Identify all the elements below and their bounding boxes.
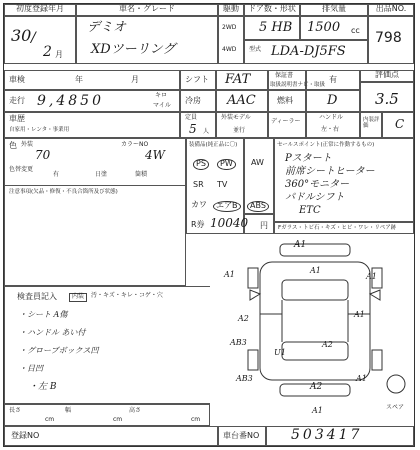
wheel-fl — [248, 268, 258, 288]
handle-label: ハンドル — [319, 114, 344, 121]
capacity-cell — [180, 112, 216, 138]
inspector-label: 検査員記入 — [17, 292, 57, 301]
car-name-cell — [76, 16, 218, 64]
color-changed-yes: 有 — [53, 171, 60, 178]
displacement-header — [300, 4, 368, 16]
sales-point-5: ETC — [299, 205, 321, 216]
displacement-cell — [300, 16, 368, 40]
inspector-line-4: ・目凹 — [19, 364, 43, 373]
damage-mark-door-left: A2 — [238, 314, 249, 323]
width-unit: cm — [113, 416, 123, 423]
first-reg-label: 初度登録年月 — [16, 4, 64, 13]
chassis-value-cell — [266, 426, 414, 446]
sales-point-2: 前席シートヒーター — [285, 166, 375, 177]
dealer-cell — [268, 112, 306, 138]
spare-tire-circle — [387, 375, 405, 393]
color-no-label: カラーNO — [121, 141, 149, 148]
score-label: 評価点 — [375, 70, 399, 79]
spare-label: スペア — [386, 404, 405, 411]
damage-mark-rear-bumper: A1 — [312, 406, 323, 415]
lot-cell — [368, 16, 414, 64]
capacity-value: 5 — [189, 122, 197, 136]
model-label: 型式 — [249, 46, 262, 53]
model-value: LDA-DJ5FS — [271, 44, 346, 59]
car-name-label: 車名・グレード — [119, 4, 175, 13]
reg-no-cell — [4, 426, 218, 446]
warranty-value-cell — [306, 70, 360, 90]
handle-sub: 左・右 — [321, 126, 340, 133]
auction-sheet — [3, 3, 415, 447]
inspector-line-3: ・グローブボックス凹 — [19, 346, 99, 355]
inspection-month-label: 月 — [131, 75, 139, 84]
dealer-label: ディーラー — [271, 118, 301, 125]
history-cell — [4, 112, 180, 138]
equip-pw: PW — [217, 159, 236, 170]
sales-point-3: 360°モニター — [285, 179, 350, 190]
fuel-value: D — [327, 93, 338, 108]
r-ticket-label: R券 — [191, 220, 205, 229]
damage-mark-fender-right: A1 — [366, 272, 377, 281]
sales-point-1: Pスタート — [285, 153, 332, 164]
lot-label: 出品NO. — [375, 4, 407, 13]
mirror-right — [370, 290, 380, 300]
damage-mark-fender-left: A1 — [224, 270, 235, 279]
shift-label: シフト — [185, 75, 209, 84]
color-changed-label: 色替変更 — [9, 166, 34, 173]
equip-leather: カワ — [191, 200, 207, 209]
sales-points-label: セールスポイント(正常に作動するもの) — [277, 142, 375, 148]
height-label: 高さ — [129, 407, 142, 414]
reg-no-label: 登録NO — [11, 431, 40, 440]
damage-mark-quarter-right: A1 — [356, 374, 367, 383]
imported-label: 外装モデル — [221, 114, 251, 121]
equip-ps: PS — [193, 159, 209, 170]
inspector-line-2: ・ハンドル あい付 — [19, 328, 86, 337]
mileage-value: 9,4850 — [37, 93, 104, 109]
notes-block — [4, 186, 186, 286]
lot-header — [368, 4, 414, 16]
inspector-block — [4, 286, 210, 404]
dimensions-row — [4, 404, 210, 426]
inspection-label: 車検 — [9, 75, 25, 84]
first-reg-month: 2 — [43, 44, 52, 60]
drive-cell — [218, 16, 244, 64]
first-reg-slash: / — [31, 30, 36, 46]
mileage-unit-mile: マイル — [153, 102, 171, 109]
first-reg-month-unit: 月 — [55, 50, 63, 59]
first-reg-cell — [4, 16, 76, 64]
inspection-cell — [4, 70, 180, 90]
car-name-header — [76, 4, 218, 16]
history-sub: 自家用・レンタ・事業用 — [9, 127, 70, 133]
glass-footer — [274, 222, 414, 234]
damage-mark-rear: A2 — [310, 382, 323, 392]
shift-label-cell — [180, 70, 216, 90]
warranty-label: 保証書 — [275, 72, 294, 79]
drive-label: 駆動 — [223, 4, 239, 13]
model-cell — [244, 40, 368, 64]
capacity-label: 定員 — [185, 114, 198, 121]
score-value: 3.5 — [375, 90, 399, 108]
interior-score-cell — [382, 112, 414, 138]
door-value: 5 HB — [259, 20, 293, 35]
shift-value-cell — [216, 70, 268, 90]
r-ticket-value: 10040 — [210, 216, 249, 230]
drive-header — [218, 4, 244, 16]
displacement-unit: cc — [351, 26, 360, 35]
car-name-value: デミオ — [87, 20, 127, 35]
mileage-cell — [4, 90, 180, 112]
fuel-value-cell — [306, 90, 360, 112]
height-unit: cm — [191, 416, 201, 423]
handle-cell — [306, 112, 360, 138]
warranty-label-cell — [268, 70, 326, 90]
damage-mark-quarter-left: AB3 — [236, 374, 253, 383]
width-label: 幅 — [65, 407, 72, 414]
interior-score-label: 内装評価 — [363, 117, 380, 130]
r-ticket-value-cell — [244, 214, 274, 234]
inspector-line-1: ・シート A傷 — [19, 310, 68, 319]
damage-mark-roof: A2 — [322, 340, 333, 349]
ac-label-cell — [180, 90, 216, 112]
length-unit: cm — [45, 416, 55, 423]
mirror-left — [250, 290, 260, 300]
capacity-unit: 人 — [203, 128, 210, 135]
drive-2wd: 2WD — [222, 24, 237, 31]
equipment-col2 — [244, 138, 274, 214]
equip-airbag: エアB — [213, 201, 241, 212]
damage-mark-hood: A1 — [310, 266, 321, 275]
glass-footer-text: Fガラス・トビ石・キズ・ヒビ・ワレ・リペア跡 — [278, 225, 397, 231]
score-cell — [360, 82, 414, 112]
color-outer-value: 70 — [35, 148, 51, 162]
r-ticket-unit: 円 — [260, 221, 268, 230]
damage-mark-body: U1 — [274, 348, 286, 357]
damage-mark-door-right: A1 — [354, 310, 365, 319]
door-cell — [244, 16, 300, 40]
door-header — [244, 4, 300, 16]
warranty-value: 有 — [329, 75, 337, 84]
length-label: 長さ — [9, 407, 22, 414]
wheel-rl — [248, 350, 258, 370]
warranty-sub: 取扱説明書ナビ・取扱 — [270, 82, 326, 88]
color-label: 色 — [9, 141, 17, 150]
color-outer-label: 外装 — [21, 141, 34, 148]
imported-cell — [216, 112, 268, 138]
inspector-interior-label: 内装 — [69, 293, 87, 302]
first-reg-header — [4, 4, 76, 16]
equip-sr: SR — [193, 180, 204, 189]
rear-window — [282, 342, 348, 360]
equip-tv: TV — [217, 180, 228, 189]
displacement-label: 排気量 — [322, 4, 346, 13]
drive-4wd: 4WD — [222, 46, 237, 53]
equip-aw: AW — [251, 158, 264, 167]
color-block — [4, 138, 186, 186]
history-label: 車歴 — [9, 114, 25, 123]
first-reg-year: 30 — [11, 26, 32, 45]
sales-point-4: パドルシフト — [285, 192, 345, 203]
inspector-interior-flags: 汚・キズ・キレ・コゲ・穴 — [91, 292, 163, 299]
chassis-label-cell — [218, 426, 266, 446]
fuel-label: 燃料 — [277, 96, 293, 105]
chassis-value: 503417 — [291, 427, 363, 443]
wheel-rr — [372, 350, 382, 370]
ac-value-cell — [216, 90, 268, 112]
windshield — [282, 280, 348, 300]
grade-value: XDツーリング — [91, 42, 176, 57]
ac-value: AAC — [227, 93, 256, 108]
imported-sub: 並行 — [233, 127, 246, 134]
inspection-year-label: 年 — [75, 75, 83, 84]
fuel-label-cell — [268, 90, 306, 112]
interior-score-value: C — [395, 117, 405, 131]
front-bumper — [280, 244, 350, 256]
door-label: ドア数・形状 — [248, 4, 296, 13]
color-area-label: 箇積 — [135, 171, 148, 178]
displacement-value: 1500 — [307, 20, 341, 35]
mileage-label: 走行 — [9, 96, 25, 105]
damage-mark-front: A1 — [294, 240, 307, 250]
notes-label: 注意事項(欠品・修復・不良合箇所及び状態) — [9, 189, 118, 195]
equip-abs: ABS — [247, 201, 269, 212]
damage-mark-rocker-left: AB3 — [230, 338, 247, 347]
score-header — [360, 70, 414, 82]
sales-points-block — [274, 138, 414, 222]
equipment-label: 装備品(純正品に〇) — [189, 142, 238, 148]
shift-value: FAT — [225, 72, 251, 87]
lot-value: 798 — [375, 30, 402, 46]
mileage-unit-km: キロ — [155, 92, 168, 99]
chassis-label: 車台番NO — [223, 431, 260, 440]
color-date-label: 日塗 — [95, 171, 108, 178]
interior-score-label-cell — [360, 112, 382, 138]
color-no-value: 4W — [145, 148, 165, 162]
inspector-line-5: ・左 B — [29, 382, 57, 392]
ac-label: 冷房 — [185, 96, 201, 105]
